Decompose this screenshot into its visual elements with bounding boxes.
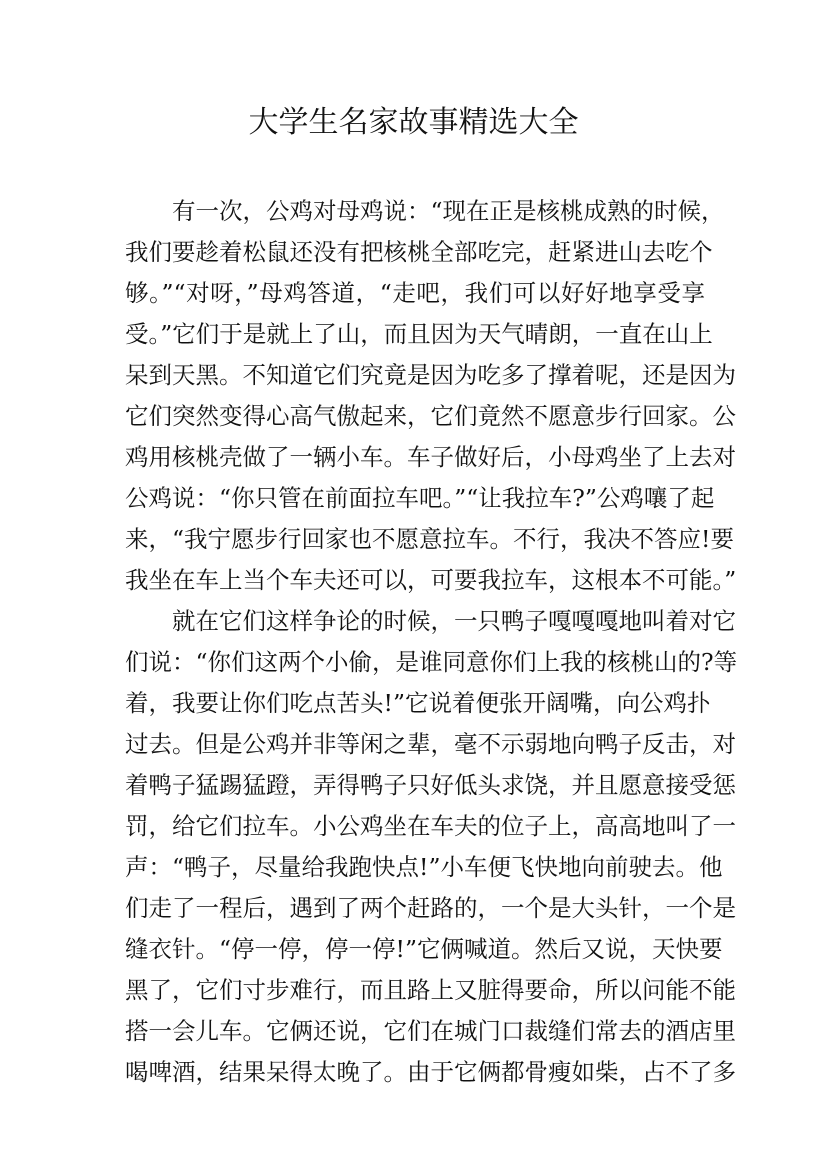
paragraph-2-line-5: 着鸭子猛踢猛蹬，弄得鸭子只好低头求饶，并且愿意接受惩	[125, 771, 736, 799]
paragraph-2-line-7: 声：“鸭子，尽量给我跑快点!”小车便飞快地向前驶去。他	[125, 853, 723, 881]
paragraph-2-line-8: 们走了一程后，遇到了两个赶路的，一个是大头针，一个是	[125, 894, 736, 922]
paragraph-2-line-4: 过去。但是公鸡并非等闲之辈，毫不示弱地向鸭子反击，对	[125, 730, 736, 758]
document-title: 大学生名家故事精选大全	[248, 105, 579, 140]
paragraph-1-line-8: 公鸡说：“你只管在前面拉车吧。”“让我拉车?”公鸡嚷了起	[125, 484, 715, 512]
paragraph-1-line-1: 有一次，公鸡对母鸡说：“现在正是核桃成熟的时候，	[172, 197, 725, 225]
paragraph-1-line-10: 我坐在车上当个车夫还可以，可要我拉车，这根本不可能。”	[125, 566, 737, 594]
paragraph-1-line-4: 受。”它们于是就上了山，而且因为天气晴朗，一直在山上	[125, 320, 713, 348]
paragraph-2-line-11: 搭一会儿车。它俩还说，它们在城门口裁缝们常去的酒店里	[125, 1017, 736, 1045]
paragraph-2-line-1: 就在它们这样争论的时候，一只鸭子嘎嘎嘎地叫着对它	[172, 607, 736, 635]
paragraph-2-line-6: 罚，给它们拉车。小公鸡坐在车夫的位子上，高高地叫了一	[125, 812, 736, 840]
paragraph-1-line-5: 呆到天黑。不知道它们究竟是因为吃多了撑着呢，还是因为	[125, 361, 736, 389]
paragraph-1-line-9: 来，“我宁愿步行回家也不愿意拉车。不行，我决不答应!要	[125, 525, 734, 553]
paragraph-2-line-2: 们说：“你们这两个小偷，是谁同意你们上我的核桃山的?等	[125, 648, 738, 676]
document-body	[125, 191, 738, 1093]
paragraph-2-line-12: 喝啤酒，结果呆得太晚了。由于它俩都骨瘦如柴，占不了多	[125, 1058, 736, 1086]
paragraph-2-line-3: 着，我要让你们吃点苦头!”它说着便张开阔嘴，向公鸡扑	[125, 689, 711, 717]
paragraph-2-line-10: 黑了，它们寸步难行，而且路上又脏得要命，所以问能不能	[125, 976, 736, 1004]
paragraph-1-line-6: 它们突然变得心高气傲起来，它们竟然不愿意步行回家。公	[125, 402, 736, 430]
paragraph-1-line-3: 够。”“对呀，”母鸡答道，“走吧，我们可以好好地享受享	[125, 279, 705, 307]
paragraph-1-line-7: 鸡用核桃壳做了一辆小车。车子做好后，小母鸡坐了上去对	[125, 443, 736, 471]
paragraph-1-line-2: 我们要趁着松鼠还没有把核桃全部吃完，赶紧进山去吃个	[125, 238, 713, 266]
paragraph-2-line-9: 缝衣针。“停一停，停一停!”它俩喊道。然后又说，天快要	[125, 935, 723, 963]
